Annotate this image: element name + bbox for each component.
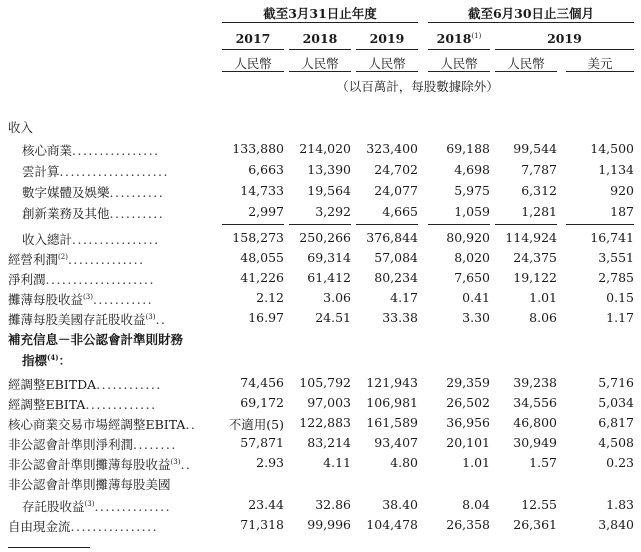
row-label [22,204,164,222]
row-label-text: 非公認會計準則淨利潤 [8,437,134,452]
table-cell: 61,412 [307,270,351,285]
table-cell: 187 [610,204,634,219]
rule-under-unit-4 [428,71,490,72]
row-label [8,455,191,473]
row-label-text: 創新業務及其他 [22,206,110,221]
row-label-text: 攤薄每股美國存託股收益 [8,312,146,327]
table-cell: 376,844 [366,230,418,245]
rule-under-group-1 [222,22,418,23]
row-label-text: 收入 [8,120,34,135]
table-cell: 97,003 [307,395,351,410]
table-cell: 7,650 [454,270,490,285]
table-cell: 4,698 [454,162,490,177]
table-cell: 71,318 [240,517,284,532]
table-cell: 39,238 [513,375,557,390]
leader-dots: .......... [109,206,165,221]
rule-under-unit-2 [289,71,351,72]
table-cell: 24,375 [513,250,557,265]
rule-under-year-2017 [222,49,284,50]
table-cell: 57,084 [374,250,418,265]
footnote-mark: (3) [83,292,93,301]
row-label-text: 自由現金流 [8,519,71,534]
leader-dots: ................ [72,232,160,247]
leader-dots: ............ [96,377,162,392]
table-cell: 99,996 [307,517,351,532]
table-cell: 46,800 [513,415,557,430]
table-cell: 24,702 [374,162,418,177]
leader-dots: ................ [72,143,160,158]
leader-dots: .................... [59,164,169,179]
table-cell: 16.97 [248,310,284,325]
year-2019: 2019 [369,31,405,46]
table-cell: 14,500 [590,141,634,156]
row-label [8,330,183,348]
table-cell: 1,281 [521,204,557,219]
row-label [8,395,157,413]
table-cell: 不適用(5) [228,417,284,432]
table-cell: 2,785 [598,270,634,285]
table-cell: 57,871 [240,435,284,450]
row-label [8,290,153,308]
footnote-mark: (2) [58,252,68,261]
table-cell: 8.04 [462,497,490,512]
table-cell: 8.06 [529,310,557,325]
row-label-text: 經調整EBITDA [8,377,97,392]
table-cell: 214,020 [299,141,351,156]
row-label [22,497,171,515]
table-cell: 105,792 [299,375,351,390]
rule-under-year-2019 [356,49,418,50]
rule-under-group-2 [428,22,634,23]
row-label [22,162,169,180]
table-cell: 16,741 [590,230,634,245]
row-label-text: 非公認會計準則攤薄每股美國 [8,477,171,492]
table-cell: 6,663 [248,162,284,177]
table-cell: 250,266 [299,230,351,245]
table-cell: 26,358 [446,517,490,532]
table-cell: 8,020 [454,250,490,265]
row-label [22,141,160,159]
year-2018: 2018 [302,31,338,46]
unit-usd-2019q: 美元 [587,56,613,71]
table-cell: 3.30 [462,310,490,325]
leader-dots: ........ [133,437,177,452]
table-cell: 158,273 [232,230,284,245]
year-2018-quarter: 2018$^{(1)}$ [436,31,482,46]
table-cell: 2,997 [248,204,284,219]
rule-under-unit-6 [566,71,634,72]
year-2017: 2017 [235,31,271,46]
row-label-text: 補充信息－非公認會計準則財務 [8,332,184,347]
table-cell: 80,234 [374,270,418,285]
leader-dots: ： [58,353,73,368]
row-label [8,310,166,328]
table-cell: 4,665 [382,204,418,219]
footnote-mark: (3) [84,499,95,508]
leader-dots: .. [155,312,167,327]
table-cell: 80,920 [446,230,490,245]
units-note: （以百萬計，每股數據除外） [336,79,499,94]
table-cell: 3,551 [598,250,634,265]
subtotal-rule-2018q [428,224,490,225]
table-cell: 24,077 [374,183,418,198]
table-cell: 1.57 [529,455,557,470]
leader-dots: ............. [85,397,157,412]
row-label [22,183,164,201]
table-cell: 2.12 [256,290,284,305]
table-cell: 33.38 [382,310,418,325]
footnote-mark: (3) [145,312,156,321]
row-label [22,351,73,369]
row-label-text: 核心商業交易市場經調整EBITA [8,417,186,432]
table-cell: 6,817 [598,415,634,430]
table-cell: 5,716 [598,375,634,390]
row-label [8,270,155,288]
table-cell: 19,564 [307,183,351,198]
table-cell: 1.01 [462,455,490,470]
row-label-text: 核心商業 [22,143,73,158]
table-cell: 2.93 [256,455,284,470]
table-cell: 0.23 [606,455,634,470]
unit-rmb-2019: 人民幣 [368,56,406,71]
table-cell: 114,924 [505,230,557,245]
table-cell: 3,840 [598,517,634,532]
subtotal-rule-usd [566,224,634,225]
table-cell: 83,214 [307,435,351,450]
table-cell: 34,556 [513,395,557,410]
table-cell: 4.11 [323,455,351,470]
table-cell: 29,359 [446,375,490,390]
leader-dots: .................... [45,272,155,287]
group-header-fiscal-year: 截至3月31日止年度 [263,6,377,21]
table-cell: 1.01 [529,290,557,305]
table-cell: 5,034 [598,395,634,410]
table-cell: 104,478 [366,517,418,532]
row-label [8,250,145,268]
leader-dots: ................ [70,519,159,534]
table-cell: 121,943 [366,375,418,390]
row-label-text: 經調整EBITA [8,397,86,412]
row-label-text: 存託股收益 [22,499,85,514]
leader-dots: .............. [94,499,172,514]
table-cell: 23.44 [248,497,284,512]
leader-dots: ........... [92,292,154,307]
rule-under-unit-1 [222,71,284,72]
subtotal-rule-2019q [495,224,557,225]
rule-under-year-2018 [289,49,351,50]
row-label [8,415,196,433]
table-cell: 26,361 [513,517,557,532]
table-cell: 93,407 [374,435,418,450]
row-label-text: 攤薄每股收益 [8,292,84,307]
unit-rmb-2019q: 人民幣 [507,56,545,71]
table-cell: 12.55 [521,497,557,512]
table-cell: 3,292 [315,204,351,219]
unit-rmb-2018q: 人民幣 [440,56,478,71]
row-label-text: 收入總計 [22,232,73,247]
table-cell: 74,456 [240,375,284,390]
table-cell: 69,172 [240,395,284,410]
leader-dots: .......... [109,185,165,200]
rule-under-year-2019q [495,49,634,50]
row-label-text: 雲計算 [22,164,60,179]
table-cell: 7,787 [521,162,557,177]
table-cell: 0.15 [606,290,634,305]
unit-rmb-2018: 人民幣 [301,56,339,71]
table-cell: 19,122 [513,270,557,285]
subtotal-rule-2019 [356,224,418,225]
table-cell: 133,880 [232,141,284,156]
row-label [8,517,158,535]
table-cell: 122,883 [299,415,351,430]
subtotal-rule-2017 [222,224,284,225]
footnote-rule [8,547,90,548]
table-cell: 1,059 [454,204,490,219]
table-cell: 161,589 [366,415,418,430]
table-cell: 99,544 [513,141,557,156]
leader-dots: .............. [67,252,145,267]
table-cell: 13,390 [307,162,351,177]
table-cell: 14,733 [240,183,284,198]
table-cell: 0.41 [462,290,490,305]
table-cell: 36,956 [446,415,490,430]
table-cell: 20,101 [446,435,490,450]
table-cell: 323,400 [366,141,418,156]
unit-rmb-2017: 人民幣 [234,56,272,71]
table-cell: 106,981 [366,395,418,410]
group-header-quarter: 截至6月30日止三個月 [467,6,595,21]
row-label-text: 經營利潤 [8,252,59,267]
table-cell: 6,312 [521,183,557,198]
row-label [8,118,33,136]
table-cell: 24.51 [315,310,351,325]
row-label-text: 數字媒體及娛樂 [22,185,110,200]
leader-dots: .. [185,417,197,432]
row-label-text: 指標 [22,353,48,368]
table-cell: 69,188 [446,141,490,156]
table-cell: 69,314 [307,250,351,265]
rule-under-year-2018q [428,49,490,50]
row-label [8,475,171,493]
table-cell: 4.17 [390,290,418,305]
footnote-mark: (4) [47,352,59,362]
table-cell: 30,949 [513,435,557,450]
table-cell: 4.80 [390,455,418,470]
table-cell: 920 [610,183,634,198]
table-cell: 32.86 [315,497,351,512]
table-cell: 48,055 [240,250,284,265]
leader-dots: .. [180,457,192,472]
table-cell: 41,226 [240,270,284,285]
table-cell: 4,508 [598,435,634,450]
row-label-text: 非公認會計準則攤薄每股收益 [8,457,171,472]
table-cell: 3.06 [323,290,351,305]
table-cell: 26,502 [446,395,490,410]
table-cell: 1.83 [606,497,634,512]
table-cell: 1.17 [606,310,634,325]
subtotal-rule-2018 [289,224,351,225]
table-cell: 5,975 [454,183,490,198]
row-label-text: 淨利潤 [8,272,46,287]
rule-under-unit-5 [495,71,557,72]
footnote-mark: (3) [170,457,181,466]
year-2019-quarter: 2019 [547,31,582,46]
row-label [22,230,160,248]
row-label [8,375,162,393]
table-cell: 1,134 [598,162,634,177]
table-cell: 38.40 [382,497,418,512]
rule-under-unit-3 [356,71,418,72]
row-label [8,435,177,453]
